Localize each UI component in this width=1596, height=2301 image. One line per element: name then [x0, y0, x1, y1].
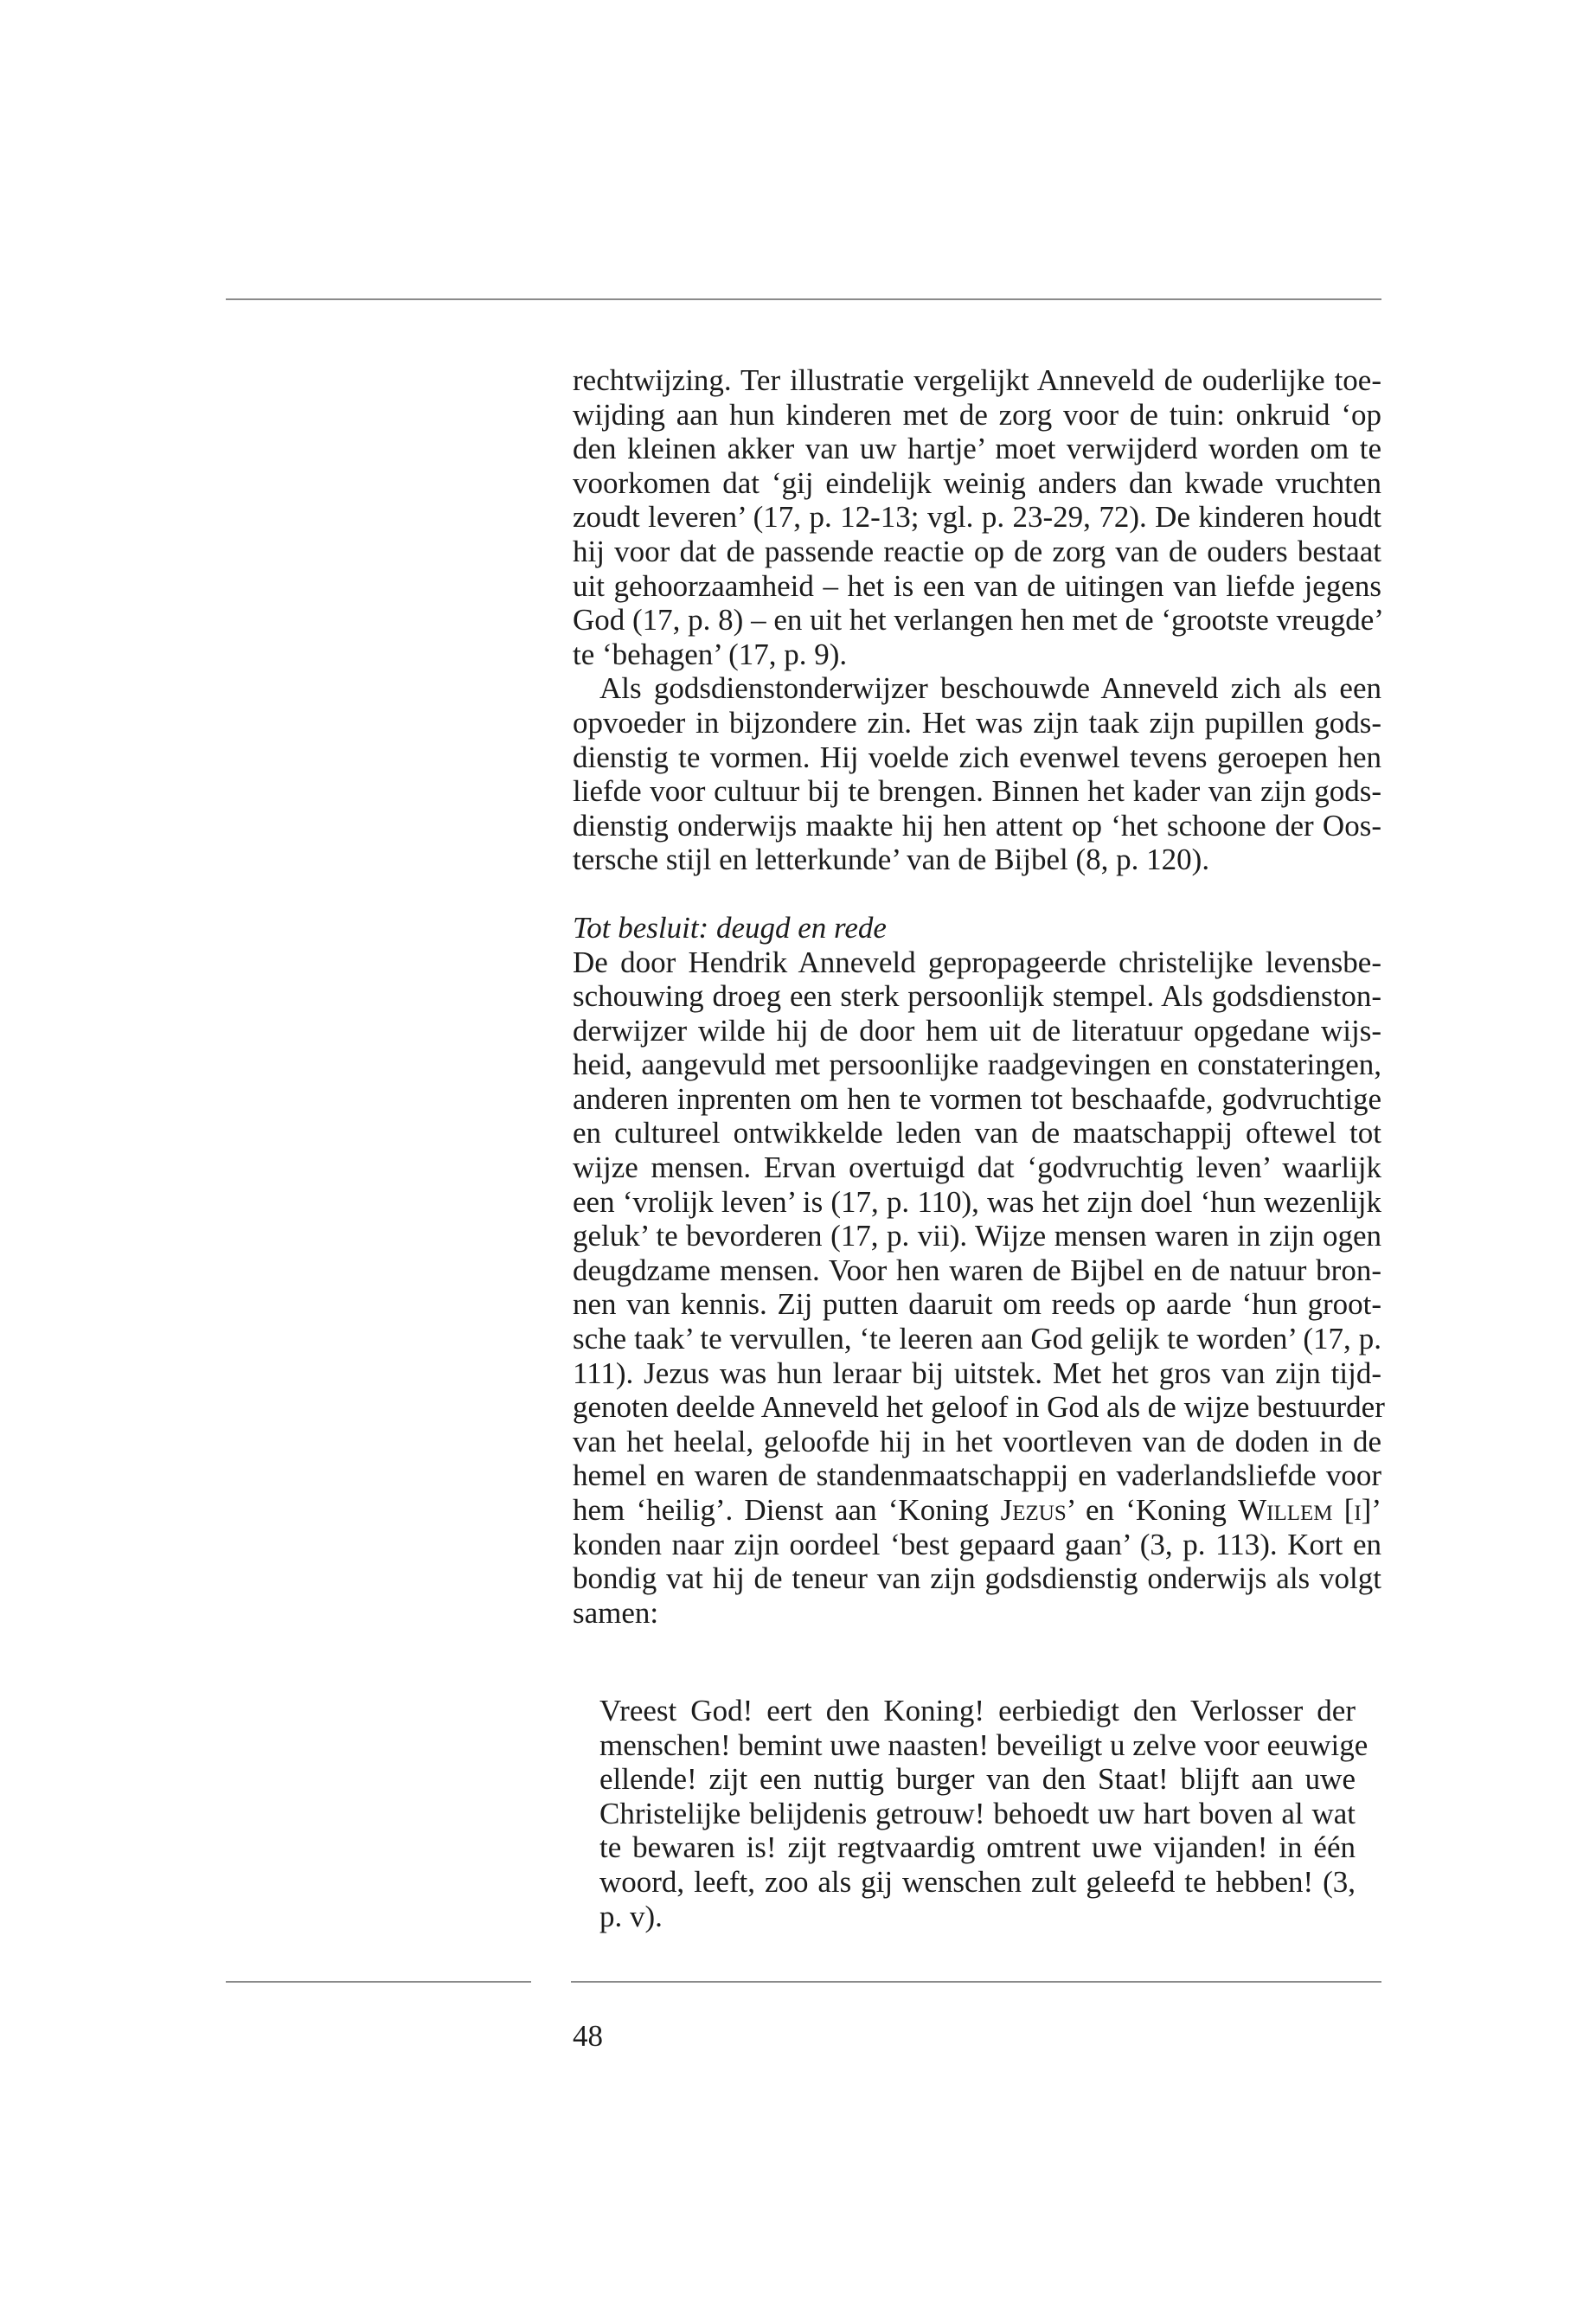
text-line: te ‘behagen’ (17, p. 9). — [573, 637, 848, 671]
text-line: God (17, p. 8) – en uit het verlangen hen met de ‘grootste vreugde’ — [573, 603, 1384, 638]
text-line: liefde voor cultuur bij te brengen. Binnen het kader van zijn gods- — [573, 774, 1381, 809]
text-line: 111). Jezus was hun leraar bij uitstek. Met het gros van zijn tijd- — [573, 1356, 1381, 1390]
text-line: derwijzer wilde hij de door hem uit de literatuur opgedane wijs- — [573, 1013, 1381, 1048]
text-line: voorkomen dat ‘gij eindelijk weinig anders dan kwade vruchten — [573, 465, 1381, 500]
paragraph-2 — [573, 671, 1381, 877]
page-number: 48 — [573, 2019, 603, 2053]
text-line: uit gehoorzaamheid – het is een van de uitingen van liefde jegens — [573, 568, 1381, 603]
header-rule — [226, 298, 1381, 300]
text-run: ’ — [1371, 1493, 1381, 1527]
text-line: opvoeder in bijzondere zin. Het was zijn taak zijn pupillen gods- — [573, 705, 1381, 740]
text-line: zoudt leveren’ (17, p. 12-13; vgl. p. 23-29, 72). De kinderen houdt — [573, 500, 1381, 535]
quote-line: p. v). — [599, 1899, 663, 1933]
block-quote — [599, 1694, 1368, 1933]
text-line: konden naar zijn oordeel ‘best gepaard gaan’ (3, p. 113). Kort en — [573, 1527, 1381, 1561]
quote-line: woord, leeft, zoo als gij wenschen zult geleefd te hebben! (3, — [599, 1864, 1356, 1899]
section-heading: Tot besluit: deugd en rede — [573, 910, 887, 945]
text-line: tersche stijl en letterkunde’ van de Bijbel (8, p. 120). — [573, 843, 1210, 877]
text-line-koning — [573, 1493, 1381, 1528]
text-line: sche taak’ te vervullen, ‘te leeren aan God gelijk te worden’ (17, p. — [573, 1322, 1381, 1356]
text-line: samen: — [573, 1595, 659, 1630]
body-text — [573, 363, 1385, 1630]
text-line: van het heelal, geloofde hij in het voortleven van de doden in de — [573, 1424, 1381, 1458]
quote-line: Vreest God! eert den Koning! eerbiedigt den Verlosser der — [599, 1694, 1356, 1727]
text-line: anderen inprenten om hen te vormen tot beschaafde, godvruchtige — [573, 1081, 1381, 1116]
text-line: hij voor dat de passende reactie op de zorg van de ouders bestaat — [573, 534, 1381, 568]
text-line: geluk’ te bevorderen (17, p. vii). Wijze mensen waren in zijn ogen — [573, 1219, 1381, 1253]
quote-line: Christelijke belijdenis getrouw! behoedt uw hart boven al wat — [599, 1796, 1356, 1830]
text-line: genoten deelde Anneveld het geloof in God als de wijze bestuurder — [573, 1390, 1385, 1425]
small-caps-name: Willem [i] — [1238, 1493, 1372, 1527]
quote-line: menschen! bemint uwe naasten! beveiligt u zelve voor eeuwige — [599, 1727, 1368, 1762]
small-caps-name: Jezus — [1000, 1493, 1067, 1527]
text-line: hemel en waren de standenmaatschappij en vaderlandsliefde voor — [573, 1458, 1381, 1493]
paragraph-3 — [573, 945, 1385, 1631]
text-line: den kleinen akker van uw hartje’ moet verwijderd worden om te — [573, 432, 1381, 466]
text-run: ’ en ‘Koning — [1066, 1493, 1239, 1527]
text-line: De door Hendrik Anneveld gepropageerde christelijke levensbe- — [573, 945, 1381, 979]
text-line: schouwing droeg een sterk persoonlijk stempel. Als godsdienston- — [573, 979, 1381, 1014]
paragraph-1 — [573, 363, 1384, 671]
quote-line: te bewaren is! zijt regtvaardig omtrent uwe vijanden! in één — [599, 1830, 1356, 1865]
text-line: wijding aan hun kinderen met de zorg voor de tuin: onkruid ‘op — [573, 397, 1381, 432]
text-line: rechtwijzing. Ter illustratie vergelijkt Anneveld de ouderlijke toe- — [573, 363, 1381, 397]
footer-rule-left — [226, 1981, 531, 1983]
text-line: wijze mensen. Ervan overtuigd dat ‘godvruchtig leven’ waarlijk — [573, 1150, 1381, 1185]
text-run: hem ‘heilig’. Dienst aan ‘Koning — [573, 1493, 1001, 1527]
footer-rule-right — [571, 1981, 1381, 1983]
text-line: heid, aangevuld met persoonlijke raadgevingen en constateringen, — [573, 1048, 1381, 1082]
text-line: dienstig onderwijs maakte hij hen attent op ‘het schoone der Oos- — [573, 808, 1381, 843]
text-line: dienstig te vormen. Hij voelde zich evenwel tevens geroepen hen — [573, 740, 1381, 774]
text-line: Als godsdienstonderwijzer beschouwde Anneveld zich als een — [599, 671, 1381, 706]
text-line: een ‘vrolijk leven’ is (17, p. 110), was het zijn doel ‘hun wezenlijk — [573, 1184, 1381, 1219]
text-line: en cultureel ontwikkelde leden van de maatschappij oftewel tot — [573, 1116, 1381, 1150]
text-line: bondig vat hij de teneur van zijn godsdienstig onderwijs als volgt — [573, 1561, 1381, 1596]
quote-line: ellende! zijt een nuttig burger van den Staat! blijft aan uwe — [599, 1762, 1356, 1797]
text-line: deugdzame mensen. Voor hen waren de Bijbel en de natuur bron- — [573, 1253, 1381, 1287]
text-line: nen van kennis. Zij putten daaruit om reeds op aarde ‘hun groot- — [573, 1287, 1381, 1322]
